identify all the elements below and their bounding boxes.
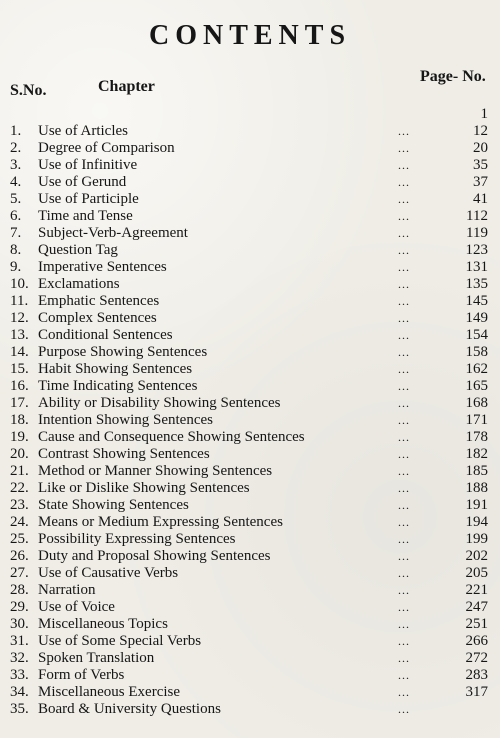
toc-row-label: Intention Showing Sentences — [38, 412, 213, 428]
toc-row-page: 162 — [465, 361, 488, 377]
toc-row — [0, 310, 500, 327]
toc-row-dots: ... — [398, 277, 410, 291]
toc-row-page: 247 — [465, 599, 488, 615]
toc-row-number: 17. — [10, 395, 29, 411]
toc-row-number: 14. — [10, 344, 29, 360]
toc-row-number: 1. — [10, 123, 22, 139]
toc-row-dots: ... — [398, 532, 410, 546]
toc-row-number: 16. — [10, 378, 29, 394]
toc-row-number: 32. — [10, 650, 29, 666]
toc-row-page: 191 — [465, 497, 488, 513]
toc-row-number: 20. — [10, 446, 29, 462]
toc-row-number: 25. — [10, 531, 29, 547]
toc-row-page: 168 — [465, 395, 488, 411]
toc-row-label: Ability or Disability Showing Sentences — [38, 395, 281, 411]
toc-row — [0, 208, 500, 225]
toc-row — [0, 599, 500, 616]
toc-row-number: 30. — [10, 616, 29, 632]
toc-row-number: 9. — [10, 259, 22, 275]
toc-row-page: 171 — [465, 412, 488, 428]
toc-row-page: 251 — [465, 616, 488, 632]
page-title: CONTENTS — [148, 20, 352, 51]
toc-row-number: 18. — [10, 412, 29, 428]
toc-row-label: Use of Gerund — [38, 174, 127, 190]
toc-row — [0, 361, 500, 378]
page-number-header: Page- No. — [420, 68, 486, 85]
toc-row-dots: ... — [398, 328, 410, 342]
toc-row-number: 35. — [10, 701, 29, 717]
toc-row-dots: ... — [398, 396, 410, 410]
toc-row-number: 12. — [10, 310, 29, 326]
toc-row — [0, 684, 500, 701]
toc-row-dots: ... — [398, 345, 410, 359]
toc-row-page: 199 — [465, 531, 488, 547]
toc-row-dots: ... — [398, 192, 410, 206]
toc-row-number: 15. — [10, 361, 29, 377]
toc-row — [0, 616, 500, 633]
toc-row — [0, 582, 500, 599]
toc-row-page: 266 — [465, 633, 488, 649]
toc-row-number: 3. — [10, 157, 22, 173]
toc-row-number: 24. — [10, 514, 29, 530]
toc-row-dots: ... — [398, 685, 410, 699]
toc-row-page: 41 — [473, 191, 488, 207]
toc-row — [0, 344, 500, 361]
table-of-contents — [0, 106, 500, 716]
toc-row-number: 31. — [10, 633, 29, 649]
toc-row-label: Duty and Proposal Showing Sentences — [38, 548, 271, 564]
toc-row — [0, 446, 500, 463]
toc-row-label: Time Indicating Sentences — [38, 378, 198, 394]
toc-row-dots: ... — [398, 430, 410, 444]
toc-row-label: Time and Tense — [38, 208, 133, 224]
toc-row-dots: ... — [398, 702, 410, 716]
sno-header: S.No. — [10, 82, 47, 99]
toc-row-dots: ... — [398, 600, 410, 614]
toc-row-page: 188 — [465, 480, 488, 496]
toc-row-label: Possibility Expressing Sentences — [38, 531, 236, 547]
toc-row-page: 178 — [465, 429, 488, 445]
toc-row-page: 20 — [473, 140, 488, 156]
toc-row — [0, 293, 500, 310]
toc-row-page: 221 — [465, 582, 488, 598]
toc-row-label: Board & University Questions — [38, 701, 221, 717]
toc-row-dots: ... — [398, 158, 410, 172]
toc-row-dots: ... — [398, 294, 410, 308]
toc-row-label: Use of Causative Verbs — [38, 565, 179, 581]
toc-row-label: Means or Medium Expressing Sentences — [38, 514, 283, 530]
toc-row-number: 27. — [10, 565, 29, 581]
toc-row-number: 2. — [10, 140, 22, 156]
toc-row-page: 131 — [465, 259, 488, 275]
toc-row — [0, 429, 500, 446]
toc-row — [0, 327, 500, 344]
toc-row-page: 119 — [466, 225, 488, 241]
toc-row — [0, 123, 500, 140]
toc-row-label: Use of Participle — [38, 191, 139, 207]
toc-row — [0, 565, 500, 582]
toc-row-number: 5. — [10, 191, 22, 207]
toc-row — [0, 106, 500, 123]
toc-row — [0, 242, 500, 259]
toc-row-dots: ... — [398, 515, 410, 529]
toc-row-dots: ... — [398, 379, 410, 393]
toc-row-page: 135 — [465, 276, 488, 292]
toc-row-label: Method or Manner Showing Sentences — [38, 463, 273, 479]
toc-row — [0, 701, 500, 718]
toc-row — [0, 412, 500, 429]
toc-row-page: 123 — [465, 242, 488, 258]
toc-row-page: 205 — [465, 565, 488, 581]
toc-row-dots: ... — [398, 209, 410, 223]
toc-row-label: Habit Showing Sentences — [38, 361, 193, 377]
toc-row-page: 317 — [465, 684, 488, 700]
toc-row — [0, 514, 500, 531]
toc-row-number: 4. — [10, 174, 22, 190]
toc-row-dots: ... — [398, 634, 410, 648]
toc-row-dots: ... — [398, 617, 410, 631]
toc-row-label: Cause and Consequence Showing Sentences — [38, 429, 305, 445]
toc-row-page: 149 — [465, 310, 488, 326]
toc-row-label: Spoken Translation — [38, 650, 155, 666]
toc-row-dots: ... — [398, 498, 410, 512]
toc-row-page: 12 — [473, 123, 488, 139]
toc-row-label: State Showing Sentences — [38, 497, 189, 513]
toc-row-number: 10. — [10, 276, 29, 292]
toc-row — [0, 276, 500, 293]
toc-row-number: 8. — [10, 242, 22, 258]
toc-row-number: 11. — [10, 293, 29, 309]
toc-row-page: 194 — [465, 514, 488, 530]
toc-row-label: Question Tag — [38, 242, 118, 258]
toc-row — [0, 480, 500, 497]
toc-row — [0, 463, 500, 480]
toc-row — [0, 140, 500, 157]
toc-row-label: Contrast Showing Sentences — [38, 446, 210, 462]
toc-row — [0, 259, 500, 276]
toc-row-page: 283 — [465, 667, 488, 683]
toc-row-dots: ... — [398, 260, 410, 274]
toc-row — [0, 174, 500, 191]
toc-row-number: 19. — [10, 429, 29, 445]
toc-row — [0, 650, 500, 667]
toc-row-page: 1 — [480, 106, 488, 122]
toc-row-dots: ... — [398, 481, 410, 495]
toc-row-page: 165 — [465, 378, 488, 394]
toc-row-page: 154 — [465, 327, 488, 343]
toc-row-label: Conditional Sentences — [38, 327, 173, 343]
toc-row — [0, 191, 500, 208]
chapter-header: Chapter — [98, 78, 155, 95]
toc-row-label: Emphatic Sentences — [38, 293, 160, 309]
toc-row-label: Use of Some Special Verbs — [38, 633, 202, 649]
toc-row-dots: ... — [398, 413, 410, 427]
toc-row — [0, 667, 500, 684]
toc-row-label: Imperative Sentences — [38, 259, 167, 275]
toc-row-number: 29. — [10, 599, 29, 615]
toc-row-label: Complex Sentences — [38, 310, 157, 326]
toc-row-dots: ... — [398, 141, 410, 155]
toc-row-number: 33. — [10, 667, 29, 683]
toc-row-label: Degree of Comparison — [38, 140, 175, 156]
toc-row-number: 21. — [10, 463, 29, 479]
toc-row-label: Narration — [38, 582, 96, 598]
toc-row-dots: ... — [398, 651, 410, 665]
toc-row-dots: ... — [398, 668, 410, 682]
toc-row-number: 26. — [10, 548, 29, 564]
toc-row-dots: ... — [398, 362, 410, 376]
toc-row-page: 182 — [465, 446, 488, 462]
toc-row-dots: ... — [398, 226, 410, 240]
toc-row — [0, 395, 500, 412]
toc-row — [0, 531, 500, 548]
toc-row-label: Miscellaneous Exercise — [38, 684, 181, 700]
toc-row-label: Miscellaneous Topics — [38, 616, 168, 632]
toc-row-label: Use of Voice — [38, 599, 115, 615]
toc-row-number: 34. — [10, 684, 29, 700]
toc-row — [0, 633, 500, 650]
toc-row-label: Like or Dislike Showing Sentences — [38, 480, 250, 496]
toc-row-page: 37 — [473, 174, 488, 190]
toc-row-dots: ... — [398, 549, 410, 563]
toc-row-number: 13. — [10, 327, 29, 343]
toc-row-label: Exclamations — [38, 276, 120, 292]
toc-row-label: Use of Infinitive — [38, 157, 138, 173]
toc-row — [0, 548, 500, 565]
toc-row-number: 22. — [10, 480, 29, 496]
toc-row-dots: ... — [398, 311, 410, 325]
toc-row-number: 6. — [10, 208, 22, 224]
toc-row-page: 202 — [465, 548, 488, 564]
toc-row-page: 272 — [465, 650, 488, 666]
toc-row-dots: ... — [398, 243, 410, 257]
toc-row-number: 28. — [10, 582, 29, 598]
toc-row — [0, 157, 500, 174]
toc-row — [0, 497, 500, 514]
toc-row-page: 145 — [465, 293, 488, 309]
toc-row-dots: ... — [398, 447, 410, 461]
toc-row-page: 112 — [466, 208, 488, 224]
toc-row-dots: ... — [398, 124, 410, 138]
toc-row-dots: ... — [398, 464, 410, 478]
toc-row-page: 185 — [465, 463, 488, 479]
toc-row-dots: ... — [398, 583, 410, 597]
toc-row — [0, 378, 500, 395]
toc-row-dots: ... — [398, 566, 410, 580]
toc-row-page: 158 — [465, 344, 488, 360]
toc-row-page: 35 — [473, 157, 488, 173]
toc-row-label: Purpose Showing Sentences — [38, 344, 208, 360]
toc-row-label: Subject-Verb-Agreement — [38, 225, 188, 241]
toc-row — [0, 225, 500, 242]
toc-row-dots: ... — [398, 175, 410, 189]
toc-row-label: Use of Articles — [38, 123, 128, 139]
toc-row-number: 23. — [10, 497, 29, 513]
toc-row-label: Form of Verbs — [38, 667, 125, 683]
toc-row-number: 7. — [10, 225, 22, 241]
